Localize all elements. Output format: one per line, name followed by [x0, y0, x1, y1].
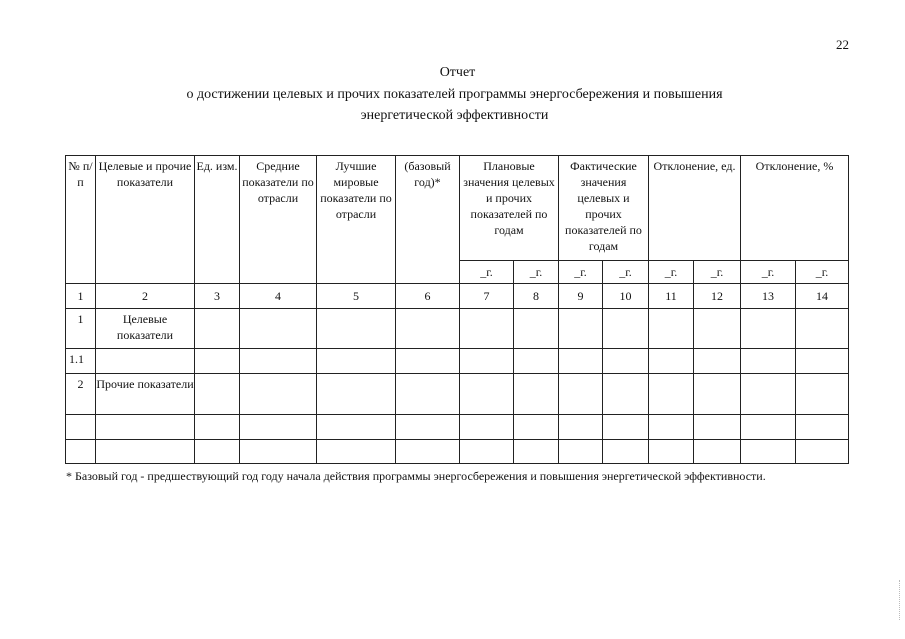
report-title: Отчет [439, 65, 476, 80]
table-row [66, 309, 849, 349]
year-cell: _г. [460, 261, 514, 284]
column-number: 6 [396, 284, 460, 309]
header-planned-values: Плановые значения целевых и прочих показателей по годам [460, 156, 559, 261]
indicators-table [65, 155, 849, 464]
year-cell: _г. [694, 261, 741, 284]
table-row [66, 415, 849, 440]
column-number: 3 [195, 284, 240, 309]
header-number: № п/п [66, 156, 96, 284]
column-number: 7 [460, 284, 514, 309]
row-number: 2 [66, 374, 96, 415]
year-cell: _г. [796, 261, 849, 284]
column-number: 13 [741, 284, 796, 309]
header-industry-average: Средние показатели по отрасли [240, 156, 317, 284]
column-number: 10 [603, 284, 649, 309]
year-cell: _г. [603, 261, 649, 284]
row-number [66, 415, 96, 440]
footnote: * Базовый год - предшествующий год году начала действия программы энергосбережения и повышения энергетической эффективности. [66, 469, 766, 483]
page-number: 22 [836, 37, 849, 52]
column-number: 11 [649, 284, 694, 309]
table-row [66, 349, 849, 374]
year-cell: _г. [514, 261, 559, 284]
row-number [66, 440, 96, 464]
table-row [66, 440, 849, 464]
report-subtitle-line1: о достижении целевых и прочих показателей программы энергосбережения и повышения [186, 87, 723, 102]
year-cell: _г. [559, 261, 603, 284]
header-unit: Ед. изм. [195, 156, 240, 284]
header-deviation-units: Отклонение, ед. [649, 156, 741, 261]
table-row [66, 374, 849, 415]
row-number: 1 [66, 309, 96, 349]
year-cell: _г. [649, 261, 694, 284]
column-number: 4 [240, 284, 317, 309]
column-number: 14 [796, 284, 849, 309]
header-world-best: Лучшие мировые показатели по отрасли [317, 156, 396, 284]
year-cell: _г. [741, 261, 796, 284]
header-actual-values: Фактические значения целевых и прочих показателей по годам [559, 156, 649, 261]
header-base-year: (базовый год)* [396, 156, 460, 284]
column-number: 5 [317, 284, 396, 309]
row-label: Целевые показатели [96, 309, 195, 349]
column-number: 8 [514, 284, 559, 309]
column-number: 1 [66, 284, 96, 309]
row-label [96, 440, 195, 464]
row-label: Прочие показатели [96, 374, 195, 415]
report-subtitle-line2: энергетической эффективности [360, 108, 549, 123]
header-indicators: Целевые и прочие показатели [96, 156, 195, 284]
row-label [96, 415, 195, 440]
column-number: 12 [694, 284, 741, 309]
scan-edge-mark [899, 580, 901, 620]
header-deviation-percent: Отклонение, % [741, 156, 849, 261]
column-number: 2 [96, 284, 195, 309]
row-number: 1.1 [66, 349, 96, 374]
column-number: 9 [559, 284, 603, 309]
row-label [96, 349, 195, 374]
